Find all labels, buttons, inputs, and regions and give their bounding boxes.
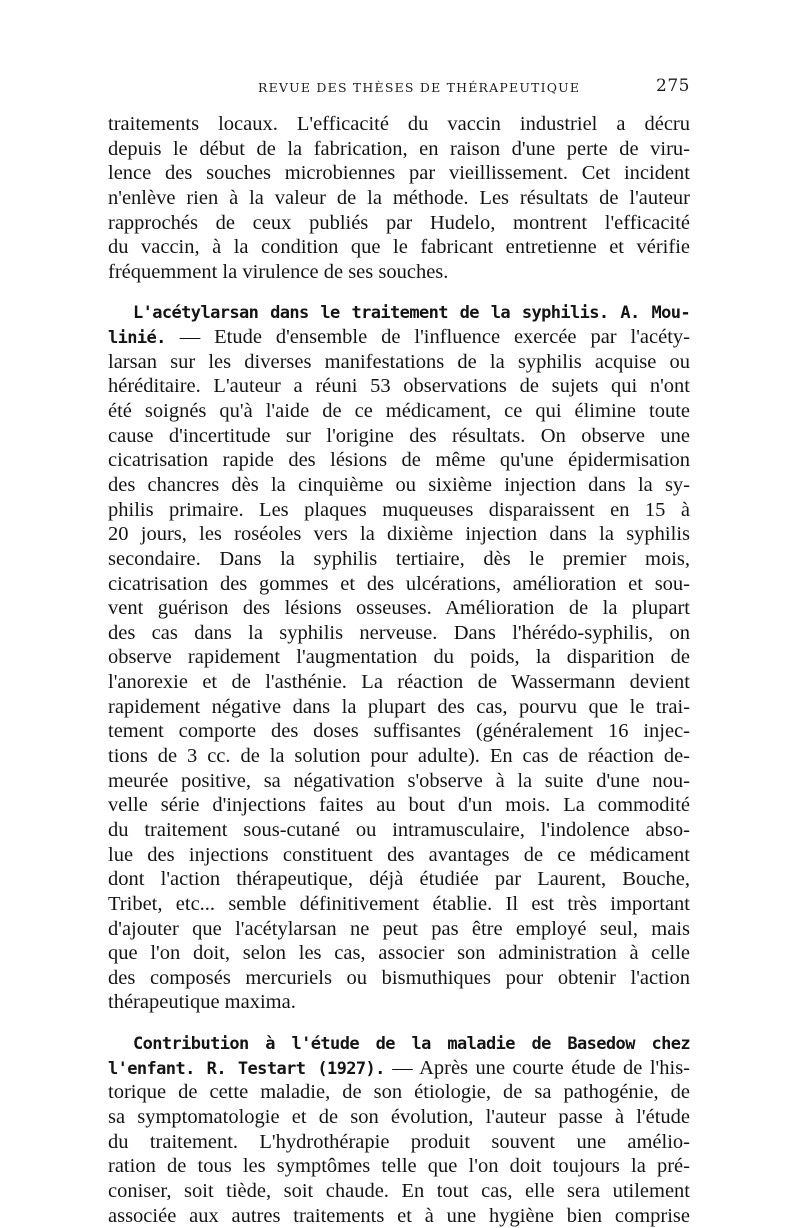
text-line: observe rapidement l'augmentation du poids, la disparition de [108,646,690,669]
article-lead-text: — Etude d'ensemble de l'influence exercée par l'acéty- [165,326,690,349]
text-line: été soignés qu'à l'aide de ce médicament, ce qui élimine toute [108,400,690,423]
text-line: associée aux autres traitements et à une hygiène bien comprise [108,1204,690,1227]
text-line: des chancres dès la cinquième ou sixième injection dans la sy- [108,473,690,496]
text-line: cause d'incertitude sur l'origine des résultats. On observe une [108,424,690,447]
text-line: rapprochés de ceux publiés par Hudelo, montrent l'efficacité [108,211,690,234]
text-line: larsan sur les diverses manifestations de la syphilis acquise ou [108,350,690,373]
running-title: REVUE DES THÈSES DE THÉRAPEUTIQUE [258,80,581,95]
article-title: L'acétylarsan dans le traitement de la syphilis. A. Mou- [133,303,690,324]
article-title-line [108,1031,690,1056]
article-title: Contribution à l'étude de la maladie de Basedow chez [133,1034,690,1055]
text-line: du traitement. L'hydrothérapie produit souvent une amélio- [108,1130,690,1153]
text-line: fréquemment la virulence de ses souches. [108,260,449,283]
text-line: des composés mercuriels ou bismuthiques pour obtenir l'action [108,966,690,989]
text-line: 20 jours, les roséoles vers la dixième injection dans la syphilis [108,523,690,546]
text-line: thérapeutique maxima. [108,991,296,1014]
text-line: lue des injections constituent des avantages de ce médicament [108,843,690,866]
paragraph-gap [108,284,690,300]
text-line: cicatrisation des gommes et des ulcérations, amélioration et sou- [108,572,690,595]
text-line: des cas dans la syphilis nerveuse. Dans l'hérédo-syphilis, on [108,621,690,644]
text-line: dont l'action thérapeutique, déjà étudiée par Laurent, Bouche, [108,868,690,891]
article-author-line [108,325,690,350]
text-line: du traitement sous-cutané ou intramusculaire, l'indolence abso- [108,818,690,841]
article-author: l'enfant. R. Testart (1927). [108,1058,385,1079]
text-line: coniser, soit tiède, soit chaude. En tout cas, elle sera utilement [108,1179,690,1202]
text-line: lence des souches microbiennes par vieillissement. Cet incident [108,162,690,185]
body-text [108,112,690,1228]
text-line: que l'on doit, selon les cas, associer son administration à celle [108,942,690,965]
text-line: sa symptomatologie et de son évolution, l'auteur passe à l'étude [108,1105,690,1128]
article-author-line [108,1056,690,1081]
text-line: philis primaire. Les plaques muqueuses disparaissent en 15 à [108,498,690,521]
text-line: secondaire. Dans la syphilis tertiaire, dès le premier mois, [108,547,690,570]
paragraph-gap [108,1015,690,1031]
article-acetylarsan [108,300,690,1015]
article-title-line [108,300,690,325]
text-line: torique de cette maladie, de son étiologie, de sa pathogénie, de [108,1081,690,1104]
article-author: linié. [108,328,166,349]
text-line: depuis le début de la fabrication, en raison d'une perte de viru- [108,137,690,160]
text-line: tement comporte des doses suffisantes (généralement 16 injec- [108,720,690,743]
article-basedow [108,1031,690,1228]
text-line: vent guérison des lésions osseuses. Amélioration de la plupart [108,597,690,620]
text-line: ration de tous les symptômes telle que l'on doit toujours la pré- [108,1155,690,1178]
text-line: n'enlève rien à la valeur de la méthode. Les résultats de l'auteur [108,186,690,209]
running-head [108,76,690,100]
text-line: Tribet, etc... semble définitivement établie. Il est très important [108,892,690,915]
text-line: tions de 3 cc. de la solution pour adulte). En cas de réaction de- [108,745,690,768]
text-line: velle série d'injections faites au bout d'un mois. La commodité [108,794,690,817]
text-line: héréditaire. L'auteur a réuni 53 observations de sujets qui n'ont [108,375,690,398]
text-line: rapidement négative dans la plupart des cas, pourvu que le trai- [108,695,690,718]
text-line: l'anorexie et de l'asthénie. La réaction de Wassermann devient [108,671,690,694]
text-line: traitements locaux. L'efficacité du vaccin industriel a décru [108,113,690,135]
article-lead-text: — Après une courte étude de l'his- [384,1056,691,1079]
text-line: cicatrisation rapide des lésions de même qu'une épidermisation [108,449,690,472]
paragraph-vaccine-continuation [108,112,690,284]
text-line: d'ajouter que l'acétylarsan ne peut pas être employé seul, mais [108,917,690,940]
page-number: 275 [656,76,690,96]
text-line: meurée positive, sa négativation s'observe à la suite d'une nou- [108,769,690,792]
text-line: du vaccin, à la condition que le fabricant entretienne et vérifie [108,236,690,259]
